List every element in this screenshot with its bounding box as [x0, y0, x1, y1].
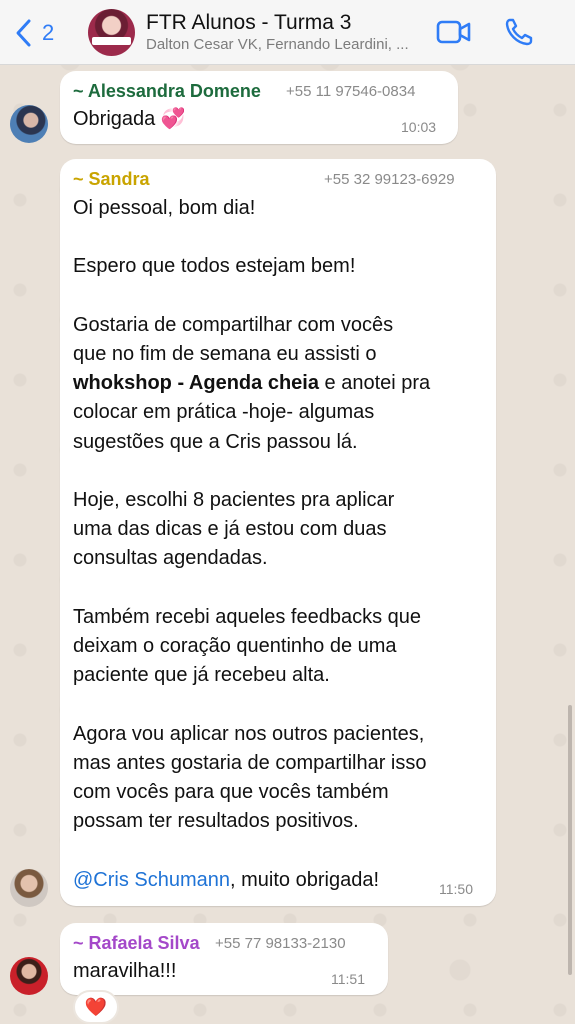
chevron-left-icon: [14, 18, 34, 48]
sender-avatar[interactable]: [10, 105, 48, 143]
message-bubble[interactable]: [60, 159, 496, 906]
message-text: Obrigada 💞: [73, 108, 186, 130]
sender-avatar[interactable]: [10, 957, 48, 995]
message-time: 11:51: [331, 971, 365, 987]
message-text: Oi pessoal, bom dia! Espero que todos estejam bem! Gostaria de compartilhar com vocês que no fim de semana eu assisti o whokshop - Agenda cheia e anotei pra colocar em prática -hoje- algumas sugestões que a Cris passou lá. Hoje, escolhi 8 pacientes pra aplicar uma das dicas e já estou com duas consultas agendadas. Também recebi aqueles feedbacks que deixam o coração quentinho de uma paciente que já recebeu alta. Agora vou aplicar nos outros pacientes, mas antes gostaria de compartilhar isso com vocês para que vocês também possam ter resultados positivos. @Cris Schumann, muito obrigada!: [73, 197, 431, 891]
phone-call-icon[interactable]: [504, 17, 534, 47]
message-text: maravilha!!!: [73, 960, 177, 982]
group-avatar[interactable]: [88, 9, 135, 56]
heart-emoji: 💞: [160, 108, 186, 130]
message-bubble[interactable]: [60, 923, 388, 995]
sender-phone: +55 32 99123-6929: [324, 171, 455, 188]
unread-count: 2: [42, 20, 55, 45]
sender-name[interactable]: ~ Rafaela Silva: [73, 933, 200, 953]
group-members[interactable]: Dalton Cesar VK, Fernando Leardini, ...: [146, 36, 409, 53]
sender-phone: +55 77 98133-2130: [215, 935, 346, 952]
message-bubble[interactable]: [60, 71, 458, 144]
chat-header: [0, 0, 575, 65]
sender-phone: +55 11 97546-0834: [286, 83, 416, 100]
video-call-icon[interactable]: [436, 18, 472, 46]
sender-name[interactable]: ~ Sandra: [73, 169, 150, 189]
mention-link[interactable]: @Cris Schumann: [73, 868, 231, 891]
message-time: 10:03: [401, 119, 437, 135]
sender-avatar[interactable]: [10, 869, 48, 907]
message-time: 11:50: [439, 881, 473, 897]
group-title[interactable]: FTR Alunos - Turma 3: [146, 11, 352, 34]
scrollbar[interactable]: [568, 705, 572, 975]
back-button[interactable]: [14, 16, 74, 50]
bold-text: whokshop - Agenda cheia: [73, 372, 319, 395]
sender-name[interactable]: ~ Alessandra Domene: [73, 81, 261, 101]
heart-reaction[interactable]: ❤️: [73, 990, 119, 1024]
